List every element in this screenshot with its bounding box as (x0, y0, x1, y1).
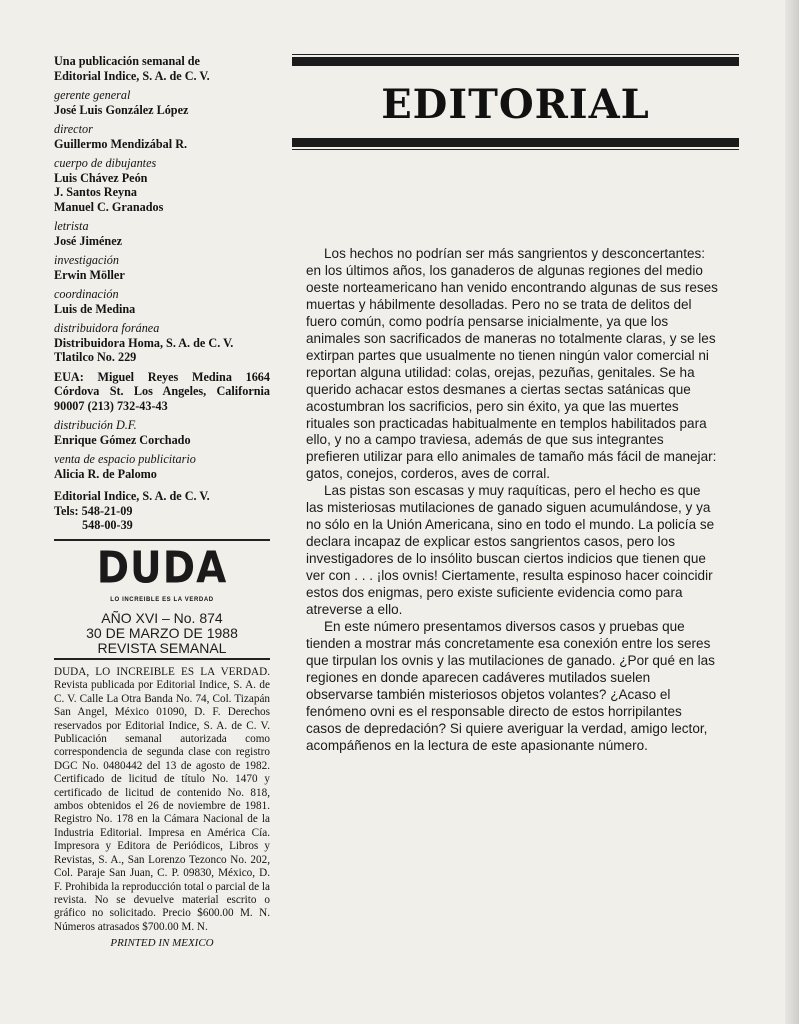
logo-tagline: LO INCREIBLE ES LA VERDAD (110, 596, 214, 603)
header-rule-bottom-thick (292, 138, 739, 147)
phone-line (54, 504, 270, 519)
issue-frequency: REVISTA SEMANAL (97, 640, 227, 656)
publisher-name: Editorial Indice, S. A. de C. V. (54, 489, 210, 503)
editorial-paragraph: Las pistas son escasas y muy raquíticas, pero el hecho es que las misteriosas mutilaciones de ganado siguen acumulándose, y ya no sólo en la Unión Americana, sino en todo el mundo. La policía se declara incapaz de explicar estos sangrientos casos, pero los investigadores de lo insólito buscan ciertos indicios que tienen que ver con . . . ¡los ovnis! Ciertamente, resulta espinoso hacer coincidir estos dos enigmas, pero existe suficiente evidencia como para atreverse a ello. (306, 483, 715, 618)
intro-line: Una publicación semanal de (54, 54, 200, 68)
phone-label: Tels: (54, 503, 79, 518)
editorial-paragraph: En este número presentamos diversos casos y pruebas que tienden a mostrar más concretamente esa conexión entre los seres que tirpulan los ovnis y las mutilaciones de ganado. ¿Por qué en las regiones en donde aparecen cadáveres mutilados suelen observarse también misteriosos objetos volantes? ¿Acaso el fenómeno ovni es el responsable directo de estos horripilantes casos de depredación? Si quiere averiguar la verdad, amigo lector, acompáñenos en la lectura de este apasionante número. (306, 618, 715, 753)
intro-line: Editorial Indice, S. A. de C. V. (54, 68, 210, 83)
duda-logo (54, 542, 270, 608)
credit-role: gerente general (54, 88, 131, 102)
editorial-body (306, 246, 720, 755)
phone-number: 548-00-39 (82, 518, 133, 532)
issue-date: 30 DE MARZO DE 1988 (86, 625, 238, 641)
credit-role: investigación (54, 253, 119, 267)
header-rule-top-thin (292, 54, 739, 55)
editorial-header (292, 54, 739, 150)
credit-name: Alicia R. de Palomo (54, 466, 157, 481)
credit-role: coordinación (54, 287, 119, 301)
publisher-contact (54, 489, 270, 533)
credit-name: José Jiménez (54, 233, 123, 248)
masthead-column (54, 54, 270, 951)
credit-name: Tlatilco No. 229 (54, 350, 137, 364)
header-rule-top-thick (292, 57, 739, 66)
credit-ad-sales (54, 452, 270, 481)
credit-letterer (54, 219, 270, 248)
credit-name: Distribuidora Homa, S. A. de C. V. (54, 335, 234, 350)
printed-in: PRINTED IN MEXICO (110, 937, 214, 950)
credit-name: Guillermo Mendizábal R. (54, 136, 188, 151)
credit-usa (54, 370, 270, 414)
logo-title: DUDA (96, 542, 228, 594)
credit-name: Erwin Möller (54, 267, 125, 282)
editorial-paragraph: Los hechos no podrían ser más sangrientos y desconcertantes: en los últimos años, los ganaderos de algunas regiones del medio oeste norteamericano han venido encontrando algunas de sus reses muertas y hábilmente desolladas. Pero no se trata de delitos del fuero común, como podría pensarse inicialmente, ya que los animales son sacrificados de maneras no totalmente claras, y se les extirpan partes que usualmente no tienen ningún valor comercial ni reportan alguna utilidad: colas, orejas, pezuñas, genitales. Se ha querido achacar estos desmanes a ciertas sectas satánicas que acostumbran los sacrificios, pero sin éxito, ya que las muertes rituales son practicadas habitualmente en templos habilitados para ello, y no a campo traviesa, además de que sus integrantes prefieren utilizar para ello animales de tamaño más fácil de manejar: gatos, conejos, corderos, aves de corral. (306, 246, 718, 482)
credit-role: letrista (54, 219, 89, 233)
usa-label: EUA: (54, 369, 84, 384)
credit-name: Luis Chávez Peón (54, 170, 148, 185)
legal-notice: DUDA, LO INCREIBLE ES LA VERDAD. Revista publicada por Editorial Indice, S. A. de C. V. Calle La Otra Banda No. 74, Col. Tizapán San Angel, México 01090, D. F. Derechos reservados por Editorial Indice, S. A. de C. V. Publicación semanal autorizada como correspondencia de segunda clase con registro DGC No. 0480442 del 13 de agosto de 1982. Certificado de licitud de título No. 1470 y certificado de licitud de contenido No. 818, ambos obtenidos el 26 de noviembre de 1981. Registro No. 178 en la Cámara Nacional de la Industria Editorial. Impresa en América Cía. Impresora y Editora de Periódicos, Libros y Revistas, S. A., San Lorenzo Tezonco No. 202, Col. Paraje San Juan, C. P. 09830, México, D. F. Prohibida la reproducción total o parcial de la revista. No se devuelve material escrito o gráfico no solicitado. Precio $600.00 M. N. Números atrasados $700.00 M. N. (54, 666, 270, 933)
usa-address: Miguel Reyes Medina 1664 Córdova St. Los Angeles, California 90007 (213) 732-43-43 (54, 369, 270, 413)
credit-name: Manuel C. Granados (54, 199, 164, 214)
credit-role: distribución D.F. (54, 418, 137, 432)
credit-research (54, 253, 270, 282)
page-edge-shadow (785, 0, 799, 1024)
credit-role: cuerpo de dibujantes (54, 156, 157, 170)
masthead-intro (54, 54, 270, 83)
credit-distributor (54, 321, 270, 365)
credit-director (54, 122, 270, 151)
credit-role: venta de espacio publicitario (54, 452, 196, 466)
divider (54, 658, 270, 660)
credit-role: distribuidora foránea (54, 321, 160, 335)
credit-name: J. Santos Reyna (54, 185, 137, 199)
header-rule-bottom-thin (292, 149, 739, 150)
phone-number: 548-21-09 (81, 503, 133, 518)
credit-general-manager (54, 88, 270, 117)
editorial-title: EDITORIAL (381, 81, 650, 128)
credit-df-distribution (54, 418, 270, 447)
credit-name: Enrique Gómez Corchado (54, 432, 191, 447)
credit-name: Luis de Medina (54, 301, 136, 316)
credit-coordination (54, 287, 270, 316)
issue-number: AÑO XVI – No. 874 (101, 610, 223, 626)
credit-name: José Luis González López (54, 102, 189, 117)
divider (54, 539, 270, 541)
issue-info (54, 611, 270, 656)
credit-illustrators (54, 156, 270, 214)
credit-role: director (54, 122, 93, 136)
